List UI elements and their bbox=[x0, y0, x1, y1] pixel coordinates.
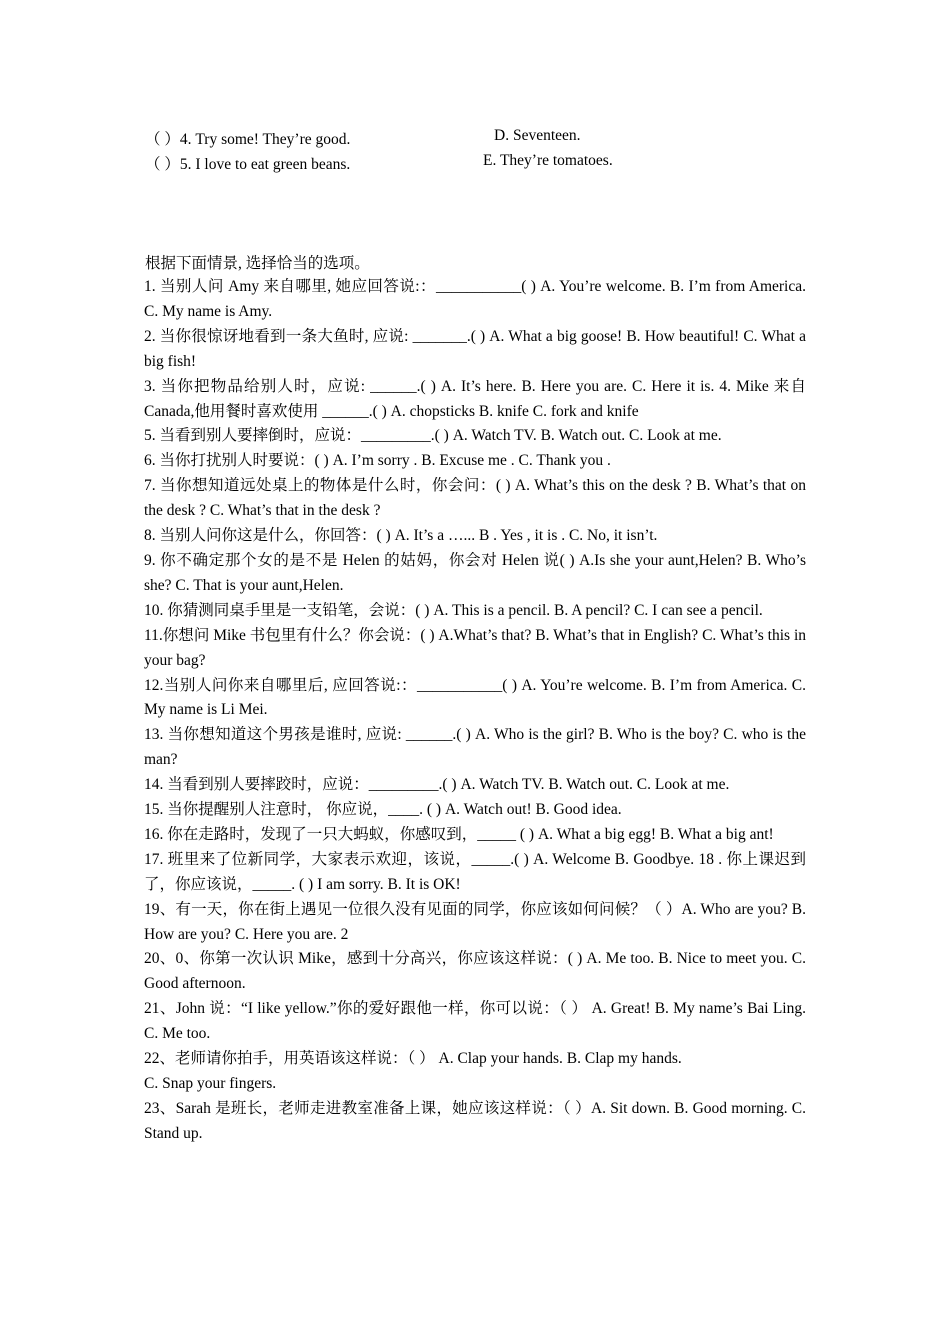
section-title: 根据下面情景, 选择恰当的选项。 bbox=[145, 255, 370, 272]
question-item: 19、有一天，你在街上遇见一位很久没有见面的同学，你应该如何问候？（ ）A. Who are you? B. How are you? C. Here you are. 2 bbox=[144, 900, 806, 943]
matching-row-4 bbox=[145, 127, 581, 148]
question-item: 9. 你不确定那个女的是不是 Helen 的姑妈，你会对 Helen 说( ) A.Is she your aunt,Helen? B. Who’s she? C. That is your aunt,Helen. bbox=[144, 551, 806, 594]
question-list bbox=[144, 275, 806, 1147]
question-item: 17. 班里来了位新同学，大家表示欢迎，该说，_____.( ) A. Welcome B. Goodbye. 18 . 你上课迟到了，你应该说，_____. ( ) I am sorry. B. It is OK! bbox=[144, 850, 806, 893]
question-item: 20、0、你第一次认识 Mike，感到十分高兴，你应该这样说：( ) A. Me too. B. Nice to meet you. C. Good afternoon. bbox=[144, 950, 806, 993]
matching-row-5 bbox=[145, 152, 613, 173]
question-item: 8. 当别人问你这是什么，你回答：( ) A. It’s a …... B . Yes , it is . C. No, it isn’t. bbox=[144, 527, 658, 545]
question-item: C. Snap your fingers. bbox=[144, 1075, 277, 1092]
question-item: 7. 当你想知道远处桌上的物体是什么时，你会问：( ) A. What’s this on the desk ? B. What’s that on the desk ? C. What’s that in the desk ? bbox=[144, 477, 806, 520]
question-item: 21、John 说：“I like yellow.”你的爱好跟他一样，你可以说：（ ） A. Great! B. My name’s Bai Ling. C. Me too. bbox=[144, 1000, 806, 1043]
question-item: 2. 当你很惊讶地看到一条大鱼时, 应说: _______.( ) A. What a big goose! B. How beautiful! C. What a big fish! bbox=[144, 327, 806, 370]
question-item: 10. 你猜测同桌手里是一支铅笔，会说：( ) A. This is a pencil. B. A pencil? C. I can see a pencil. bbox=[144, 601, 763, 619]
matching-question: （ ）4. Try some! They’re good. bbox=[145, 131, 351, 148]
matching-question: （ ）5. I love to eat green beans. bbox=[145, 156, 351, 173]
question-item: 11.你想问 Mike 书包里有什么？你会说：( ) A.What’s that? B. What’s that in English? C. What’s this in your bag? bbox=[144, 626, 806, 669]
matching-answer: E. They’re tomatoes. bbox=[483, 152, 613, 169]
question-item: 13. 当你想知道这个男孩是谁时, 应说: ______.( ) A. Who is the girl? B. Who is the boy? C. who is the man? bbox=[144, 726, 806, 769]
question-item: 15. 当你提醒别人注意时， 你应说，____. ( ) A. Watch out! B. Good idea. bbox=[144, 801, 622, 819]
question-item: 1. 当别人问 Amy 来自哪里, 她应回答说:：___________( ) A. You’re welcome. B. I’m from America. C. My name is Amy. bbox=[144, 278, 806, 320]
question-item: 14. 当看到别人要摔跤时，应说：_________.( ) A. Watch TV. B. Watch out. C. Look at me. bbox=[144, 776, 730, 794]
question-item: 12.当别人问你来自哪里后, 应回答说:：___________( ) A. You’re welcome. B. I’m from America. C. My name is Li Mei. bbox=[144, 676, 806, 719]
question-item: 22、老师请你拍手，用英语该这样说：（ ） A. Clap your hands. B. Clap my hands. bbox=[144, 1050, 682, 1068]
question-item: 6. 当你打扰别人时要说：( ) A. I’m sorry . B. Excuse me . C. Thank you . bbox=[144, 452, 611, 470]
question-item: 16. 你在走路时，发现了一只大蚂蚁，你感叹到，_____ ( ) A. What a big egg! B. What a big ant! bbox=[144, 825, 774, 843]
question-item: 5. 当看到别人要摔倒时，应说：_________.( ) A. Watch TV. B. Watch out. C. Look at me. bbox=[144, 427, 722, 445]
question-item: 23、Sarah 是班长，老师走进教室准备上课，她应该这样说：（ ）A. Sit down. B. Good morning. C. Stand up. bbox=[144, 1099, 806, 1142]
question-item: 3. 当你把物品给别人时，应说: ______.( ) A. It’s here. B. Here you are. C. Here it is. 4. Mike 来自 Canada,他用餐时喜欢使用 ______.( ) A. chopsticks B. knife C. fork and knife bbox=[144, 377, 806, 420]
matching-answer: D. Seventeen. bbox=[494, 127, 581, 144]
